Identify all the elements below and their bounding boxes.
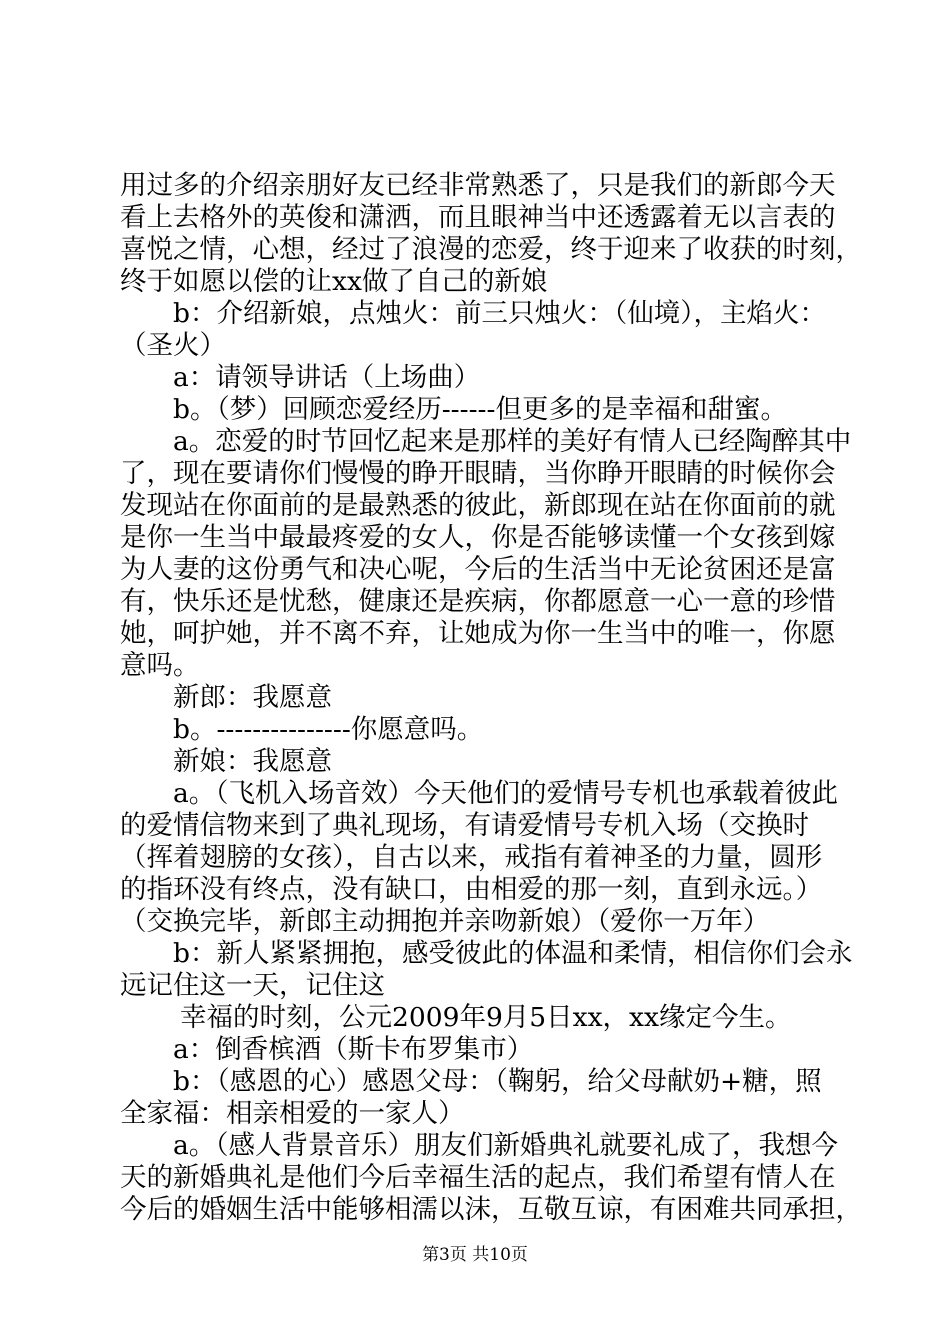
text-line: b：（感恩的心）感恩父母：（鞠躬，给父母献奶+糖，照 — [173, 1066, 822, 1097]
text-line: a。（飞机入场音效）今天他们的爱情号专机也承载着彼此 — [173, 778, 839, 809]
text-line: 的爱情信物来到了典礼现场，有请爱情号专机入场（交换时 — [120, 810, 809, 841]
text-line: 终于如愿以偿的让xx做了自己的新娘 — [120, 266, 548, 297]
text-line: 了，现在要请你们慢慢的睁开眼睛，当你睁开眼睛的时候你会 — [120, 458, 836, 489]
document-body — [120, 170, 862, 1226]
text-line: 喜悦之情，心想，经过了浪漫的恋爱，终于迎来了收获的时刻， — [120, 234, 862, 265]
text-line: 她，呵护她，并不离不弃，让她成为你一生当中的唯一，你愿 — [120, 618, 836, 649]
text-line: a：请领导讲话（上场曲） — [173, 362, 481, 393]
text-line: 为人妻的这份勇气和决心呢，今后的生活当中无论贫困还是富 — [120, 554, 836, 585]
text-line: 意吗。 — [120, 650, 200, 681]
text-line: 有，快乐还是忧愁，健康还是疾病，你都愿意一心一意的珍惜 — [120, 586, 836, 617]
text-line: 全家福：相亲相爱的一家人） — [120, 1098, 465, 1129]
text-line: 新娘：我愿意 — [173, 746, 332, 777]
text-line: a：倒香槟酒（斯卡布罗集市） — [173, 1034, 534, 1065]
page-number-footer: 第3页 共10页 — [422, 1245, 528, 1265]
text-line: b：介绍新娘，点烛火：前三只烛火：（仙境），主焰火： — [173, 298, 826, 329]
text-line: （圣火） — [120, 330, 226, 361]
text-line: 天的新婚典礼是他们今后幸福生活的起点，我们希望有情人在 — [120, 1162, 836, 1193]
text-line: 发现站在你面前的是最熟悉的彼此，新郎现在站在你面前的就 — [120, 490, 836, 521]
text-line: （挥着翅膀的女孩），自古以来，戒指有着神圣的力量，圆形 — [120, 842, 823, 873]
text-line: 是你一生当中最最疼爱的女人，你是否能够读懂一个女孩到嫁 — [120, 522, 836, 553]
text-line: （交换完毕，新郎主动拥抱并亲吻新娘）（爱你一万年） — [120, 906, 770, 937]
text-line: b：新人紧紧拥抱，感受彼此的体温和柔情，相信你们会永 — [173, 938, 853, 969]
text-line: 今后的婚姻生活中能够相濡以沫，互敬互谅，有困难共同承担， — [120, 1194, 862, 1225]
text-line: 用过多的介绍亲朋好友已经非常熟悉了，只是我们的新郎今天 — [120, 170, 836, 201]
text-line: b。（梦）回顾恋爱经历------但更多的是幸福和甜蜜。 — [173, 394, 787, 425]
text-line: b。---------------你愿意吗。 — [173, 714, 484, 745]
text-line: a。（感人背景音乐）朋友们新婚典礼就要礼成了，我想今 — [173, 1130, 839, 1161]
text-line: 幸福的时刻，公元2009年9月5日xx，xx缘定今生。 — [180, 1002, 792, 1033]
text-line: 的指环没有终点，没有缺口，由相爱的那一刻，直到永远。） — [120, 874, 823, 905]
text-line: 看上去格外的英俊和潇洒，而且眼神当中还透露着无以言表的 — [120, 202, 836, 233]
text-line: 新郎：我愿意 — [173, 682, 332, 713]
text-line: a。恋爱的时节回忆起来是那样的美好有情人已经陶醉其中 — [173, 426, 852, 457]
text-line: 远记住这一天，记住这 — [120, 970, 385, 1001]
